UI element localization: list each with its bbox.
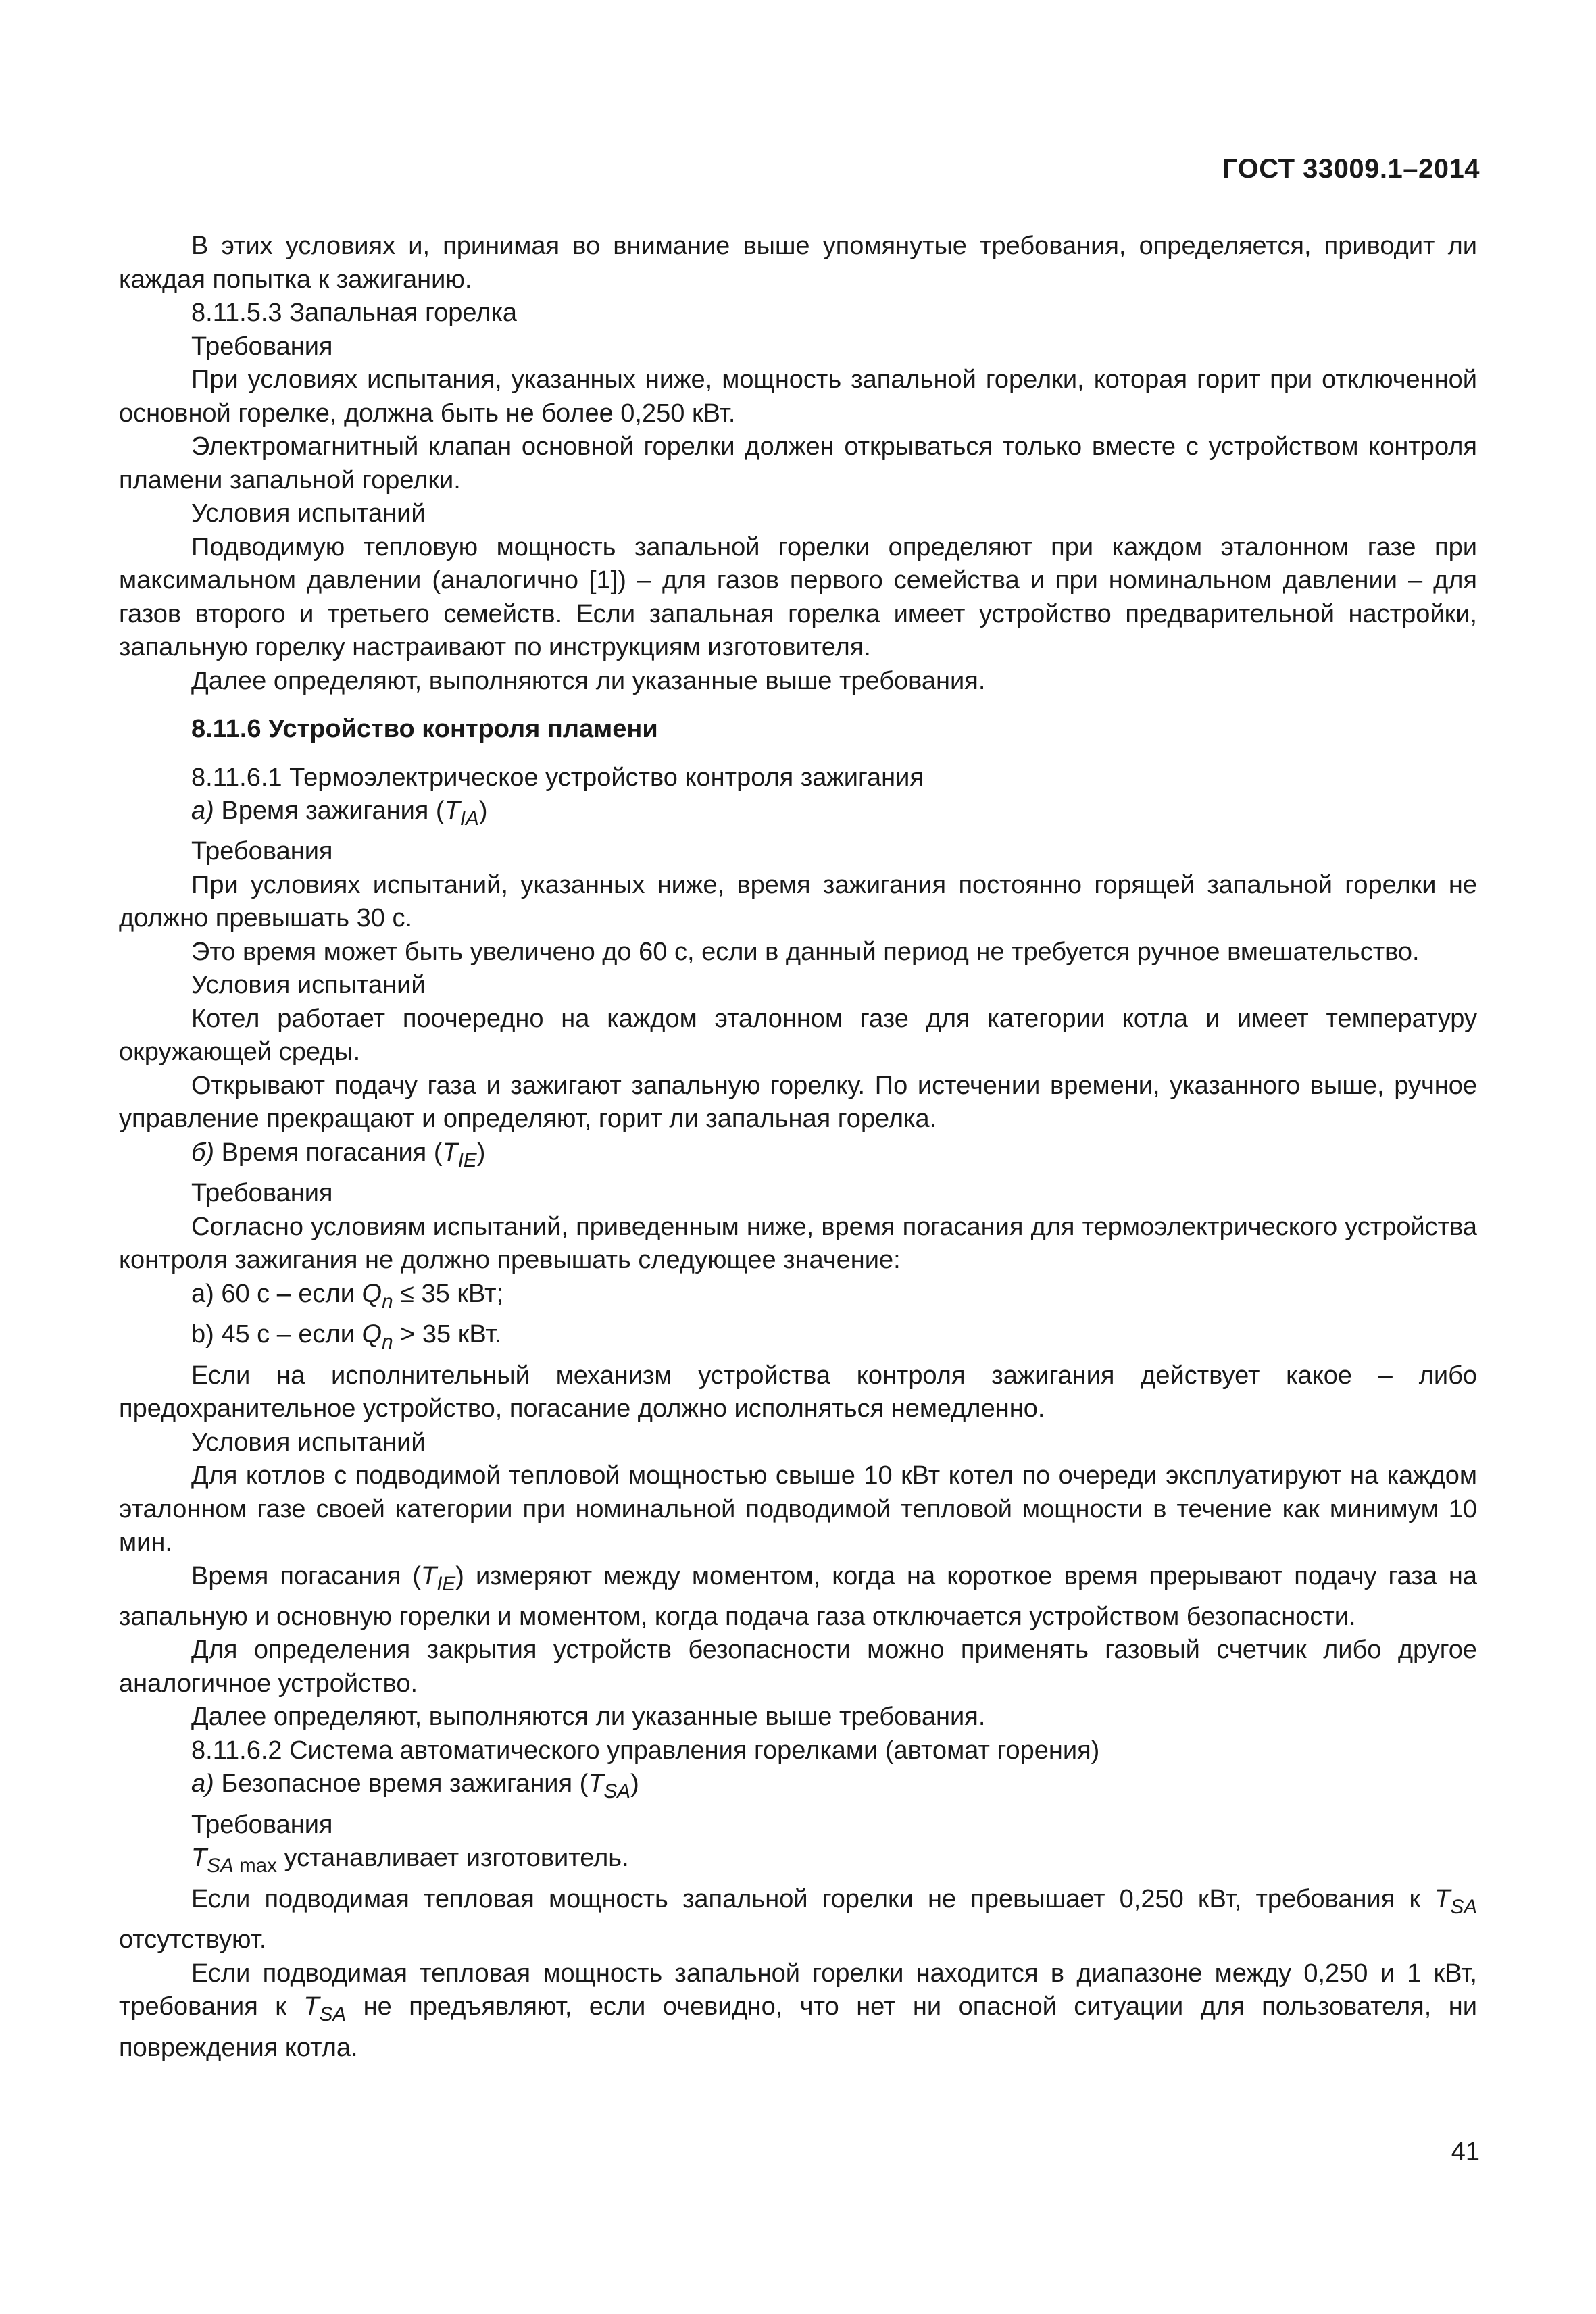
- section-clause: 8.11.5.3 Запальная горелка: [191, 299, 518, 327]
- list-item: а) Время зажигания $(T_{IA})$: [191, 797, 488, 830]
- page-number: 41: [1451, 2138, 1480, 2166]
- paragraph: Если подводимая тепловая мощность запальной горелки находится в диапазоне между 0,250 и 1 кВт, требования к $T_{SA}$ не предъявляют, если очевидно, что нет ни опасной ситуации для пользователя, ни повреждения котла.: [119, 1959, 1477, 2062]
- list-item: b) 45 с – если $Q_n > 35$ кВт.: [191, 1320, 502, 1354]
- list-item: а) Безопасное время зажигания $(T_{SA})$: [191, 1769, 639, 1803]
- subheading-requirements: Требования: [191, 1179, 333, 1208]
- section-clause: 8.11.6.2 Система автоматического управления горелками (автомат горения): [191, 1736, 1100, 1765]
- list-item: a) 60 с – если $Q_n \le 35$ кВт;: [191, 1279, 504, 1313]
- subheading-requirements: Требования: [191, 837, 333, 866]
- paragraph: Подводимую тепловую мощность запальной горелки определяют при каждом эталонном газе при максимальном давлении (аналогично [1]) – для газов первого семейства и при номинальном давлении – для газов второго и третьего семейств. Если запальная горелка имеет устройство предварительной настройки, запальную горелку настраивают по инструкциям изготовителя.: [119, 532, 1477, 661]
- paragraph: Далее определяют, выполняются ли указанные выше требования.: [191, 666, 986, 695]
- paragraph: Если на исполнительный механизм устройства контроля зажигания действует какое – либо предохранительное устройство, погасание должно исполняться немедленно.: [119, 1361, 1477, 1424]
- subheading-requirements: Требования: [191, 332, 333, 361]
- paragraph: $T_{SA}$ $_{max}$ устанавливает изготовитель.: [191, 1844, 629, 1878]
- subheading-requirements: Требования: [191, 1810, 333, 1839]
- paragraph: Для определения закрытия устройств безопасности можно применять газовый счетчик либо другое аналогичное устройство.: [119, 1636, 1477, 1698]
- subheading-test-conditions: Условия испытаний: [191, 1428, 426, 1457]
- paragraph: Электромагнитный клапан основной горелки должен открываться только вместе с устройством контроля пламени запальной горелки.: [119, 432, 1477, 495]
- paragraph: При условиях испытания, указанных ниже, мощность запальной горелки, которая горит при отключенной основной горелке, должна быть не более 0,250 кВт.: [119, 366, 1477, 428]
- section-heading: 8.11.6 Устройство контроля пламени: [191, 715, 658, 743]
- paragraph: Если подводимая тепловая мощность запальной горелки не превышает 0,250 кВт, требования к $T_{SA}$ отсутствуют.: [119, 1884, 1477, 1955]
- subheading-test-conditions: Условия испытаний: [191, 499, 426, 528]
- paragraph: При условиях испытаний, указанных ниже, время зажигания постоянно горящей запальной горелки не должно превышать 30 с.: [119, 870, 1477, 933]
- paragraph: Согласно условиям испытаний, приведенным ниже, время погасания для термоэлектрического устройства контроля зажигания не должно превышать следующее значение:: [119, 1212, 1477, 1275]
- subheading-test-conditions: Условия испытаний: [191, 971, 426, 1000]
- paragraph: Далее определяют, выполняются ли указанные выше требования.: [191, 1703, 986, 1732]
- paragraph: Это время может быть увеличено до 60 с, если в данный период не требуется ручное вмешательство.: [191, 937, 1420, 966]
- list-item: б) Время погасания $(T_{IE})$: [191, 1138, 486, 1172]
- paragraph: Открывают подачу газа и зажигают запальную горелку. По истечении времени, указанного выше, ручное управление прекращают и определяют, горит ли запальная горелка.: [119, 1071, 1477, 1134]
- document-body: [119, 230, 1477, 2065]
- paragraph: В этих условиях и, принимая во внимание выше упомянутые требования, определяется, приводит ли каждая попытка к зажиганию.: [119, 232, 1477, 294]
- document-header: ГОСТ 33009.1–2014: [1222, 154, 1480, 184]
- paragraph: Котел работает поочередно на каждом эталонном газе для категории котла и имеет температуру окружающей среды.: [119, 1004, 1477, 1067]
- paragraph: Время погасания $(T_{IE})$ измеряют между моментом, когда на короткое время прерывают подачу газа на запальную и основную горелки и моментом, когда подача газа отключается устройством безопасности.: [119, 1561, 1477, 1631]
- section-clause: 8.11.6.1 Термоэлектрическое устройство контроля зажигания: [191, 763, 924, 792]
- paragraph: Для котлов с подводимой тепловой мощностью свыше 10 кВт котел по очереди эксплуатируют на каждом эталонном газе своей категории при номинальной подводимой тепловой мощности в течение как минимум 10 мин.: [119, 1461, 1477, 1557]
